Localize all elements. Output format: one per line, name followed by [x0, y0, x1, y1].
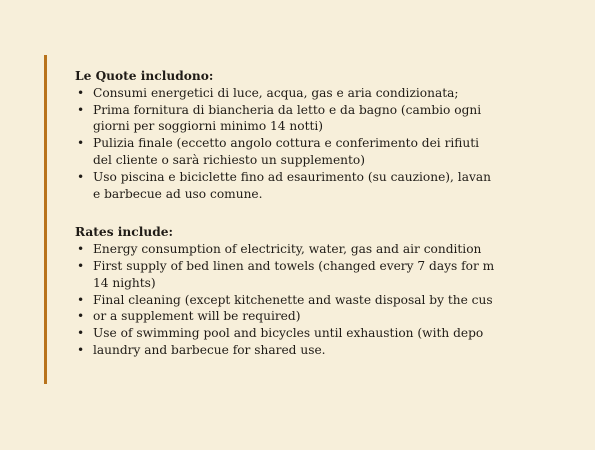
list-item: [75, 169, 595, 203]
list-item-line: • Energy consumption of electricity, water, gas and air condition: [93, 242, 482, 257]
list-item-line: • First supply of bed linen and towels (changed every 7 days for m: [93, 258, 495, 273]
list-item-line: e barbecue ad uso comune.: [93, 186, 263, 201]
list-item: [75, 135, 595, 169]
list-item-line: • laundry and barbecue for shared use.: [93, 342, 326, 357]
list-item: [75, 85, 595, 102]
list-item: [75, 342, 595, 359]
italian-list: [75, 85, 595, 203]
list-item-line: • Uso piscina e biciclette fino ad esaurimento (su cauzione), lavan: [93, 169, 491, 184]
list-item: [75, 308, 595, 325]
accent-bar: [44, 55, 47, 384]
section-spacer: [75, 202, 595, 224]
english-section-title: Rates include:: [75, 225, 173, 240]
list-item-line: del cliente o sarà richiesto un supplemento): [93, 152, 366, 167]
rates-document: [75, 68, 595, 359]
list-item-line: 14 nights): [93, 275, 156, 290]
list-item: [75, 258, 595, 292]
italian-section-title: Le Quote includono:: [75, 69, 214, 83]
list-item-line: • Pulizia finale (eccetto angolo cottura e conferimento dei rifiuti: [93, 136, 480, 151]
list-item-line: • Final cleaning (except kitchenette and waste disposal by the cus: [93, 292, 493, 307]
list-item: [75, 102, 595, 136]
list-item-line: • or a supplement will be required): [93, 309, 301, 324]
english-list: [75, 241, 595, 359]
list-item-line: giorni per soggiorni minimo 14 notti): [93, 119, 324, 134]
list-item-line: • Consumi energetici di luce, acqua, gas e aria condizionata;: [93, 85, 459, 100]
list-item-line: • Prima fornitura di biancheria da letto e da bagno (cambio ogni: [93, 102, 482, 117]
list-item: [75, 325, 595, 342]
list-item: [75, 292, 595, 309]
list-item-line: • Use of swimming pool and bicycles until exhaustion (with depo: [93, 326, 484, 341]
list-item: [75, 241, 595, 258]
